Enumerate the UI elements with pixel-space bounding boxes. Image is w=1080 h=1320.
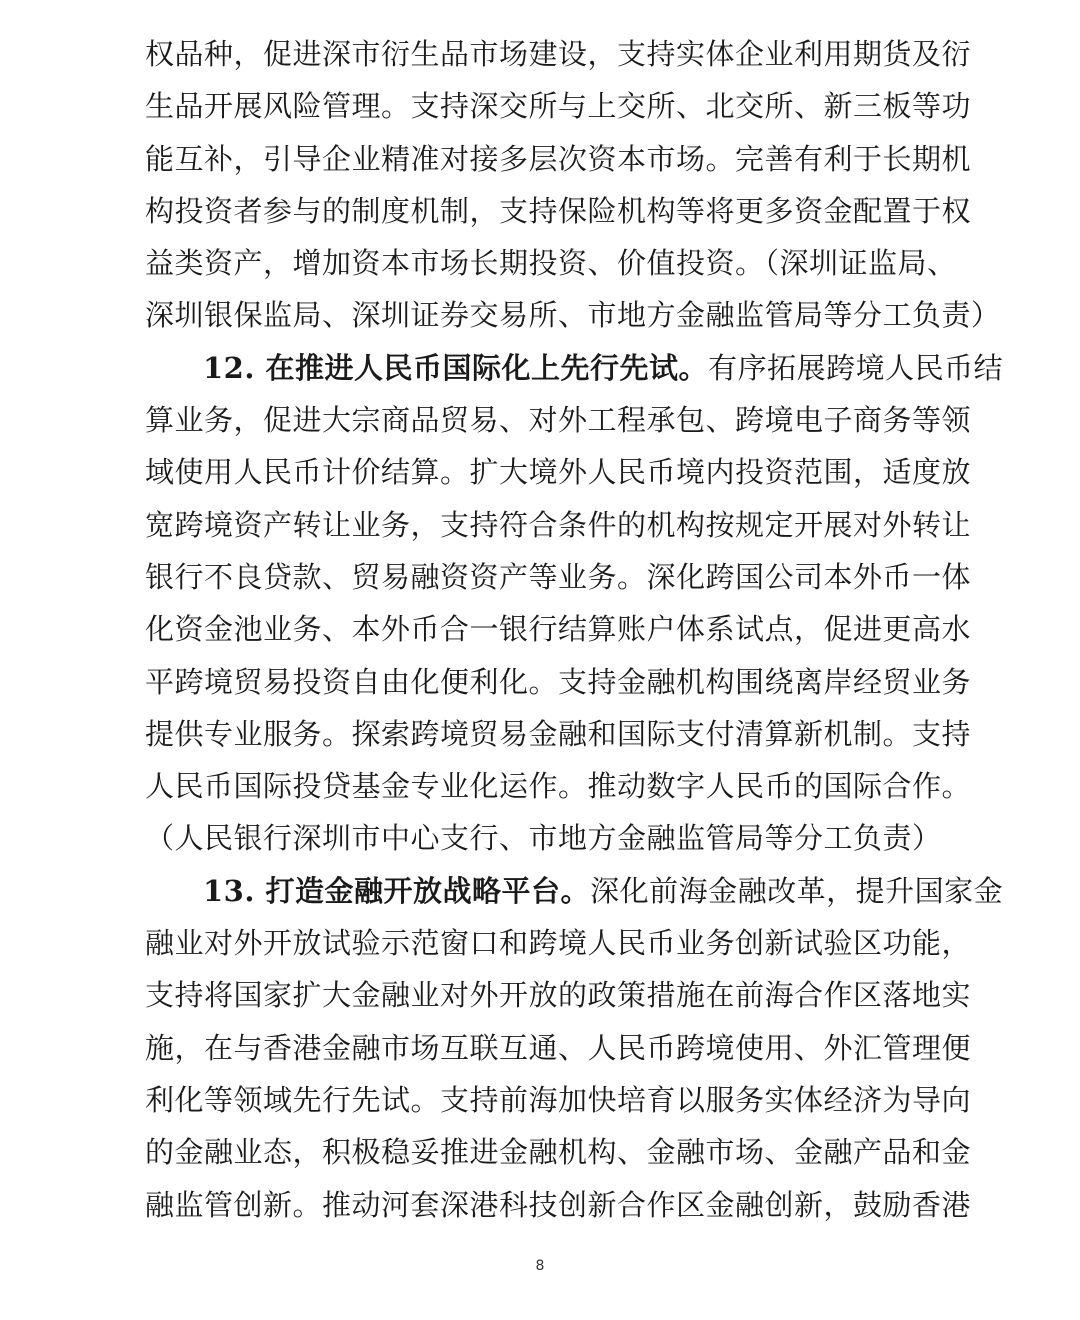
paragraph-line: 生品开展风险管理。支持深交所与上交所、北交所、新三板等功 [145,89,972,124]
section-12-intro: 有序拓展跨境人民币结 [708,350,1004,385]
section-12-line: 宽跨境资产转让业务，支持符合条件的机构按规定开展对外转让 [145,507,972,542]
section-12-heading: 12. 在推进人民币国际化上先行先试。 [203,350,709,385]
section-13-line: 支持将国家扩大金融业对外开放的政策措施在前海合作区落地实 [145,978,972,1013]
paragraph-line: 深圳银保监局、深圳证券交易所、市地方金融监管局等分工负责） [145,298,1001,333]
section-12-line: 人民币国际投贷基金专业化运作。推动数字人民币的国际合作。 [145,769,972,804]
paragraph-line: 益类资产，增加资本市场长期投资、价值投资。（深圳证监局、 [145,246,957,281]
page-number: 8 [535,1258,545,1274]
section-12-line: 平跨境贸易投资自由化便利化。支持金融机构围绕离岸经贸业务 [145,664,972,699]
section-12-first-line [145,342,1004,394]
section-13-line: 的金融业态，积极稳妥推进金融机构、金融市场、金融产品和金 [145,1135,972,1170]
section-12-line: 银行不良贷款、贸易融资资产等业务。深化跨国公司本外币一体 [145,559,972,594]
section-13-line: 利化等领域先行先试。支持前海加快培育以服务实体经济为导向 [145,1082,972,1117]
section-13-first-line [145,865,1004,917]
document-body [145,28,1004,1231]
section-13-intro: 深化前海金融改革，提升国家金 [590,873,1004,908]
section-13-line: 施，在与香港金融市场互联互通、人民币跨境使用、外汇管理便 [145,1030,972,1065]
section-13-line: 融业对外开放试验示范窗口和跨境人民币业务创新试验区功能， [145,926,972,961]
section-12-line: 算业务，促进大宗商品贸易、对外工程承包、跨境电子商务等领 [145,403,972,438]
paragraph-line: 构投资者参与的制度机制，支持保险机构等将更多资金配置于权 [145,193,972,228]
section-12-line: 化资金池业务、本外币合一银行结算账户体系试点，促进更高水 [145,612,972,647]
section-12-line: （人民银行深圳市中心支行、市地方金融监管局等分工负责） [145,821,942,856]
paragraph-line: 能互补，引导企业精准对接多层次资本市场。完善有利于长期机 [145,141,972,176]
section-13-heading: 13. 打造金融开放战略平台。 [203,873,591,908]
paragraph-line: 权品种，促进深市衍生品市场建设，支持实体企业利用期货及衍 [145,37,972,71]
section-12-line: 域使用人民币计价结算。扩大境外人民币境内投资范围，适度放 [145,455,972,490]
section-13-line: 融监管创新。推动河套深港科技创新合作区金融创新，鼓励香港 [145,1187,972,1222]
section-12-line: 提供专业服务。探索跨境贸易金融和国际支付清算新机制。支持 [145,716,972,751]
